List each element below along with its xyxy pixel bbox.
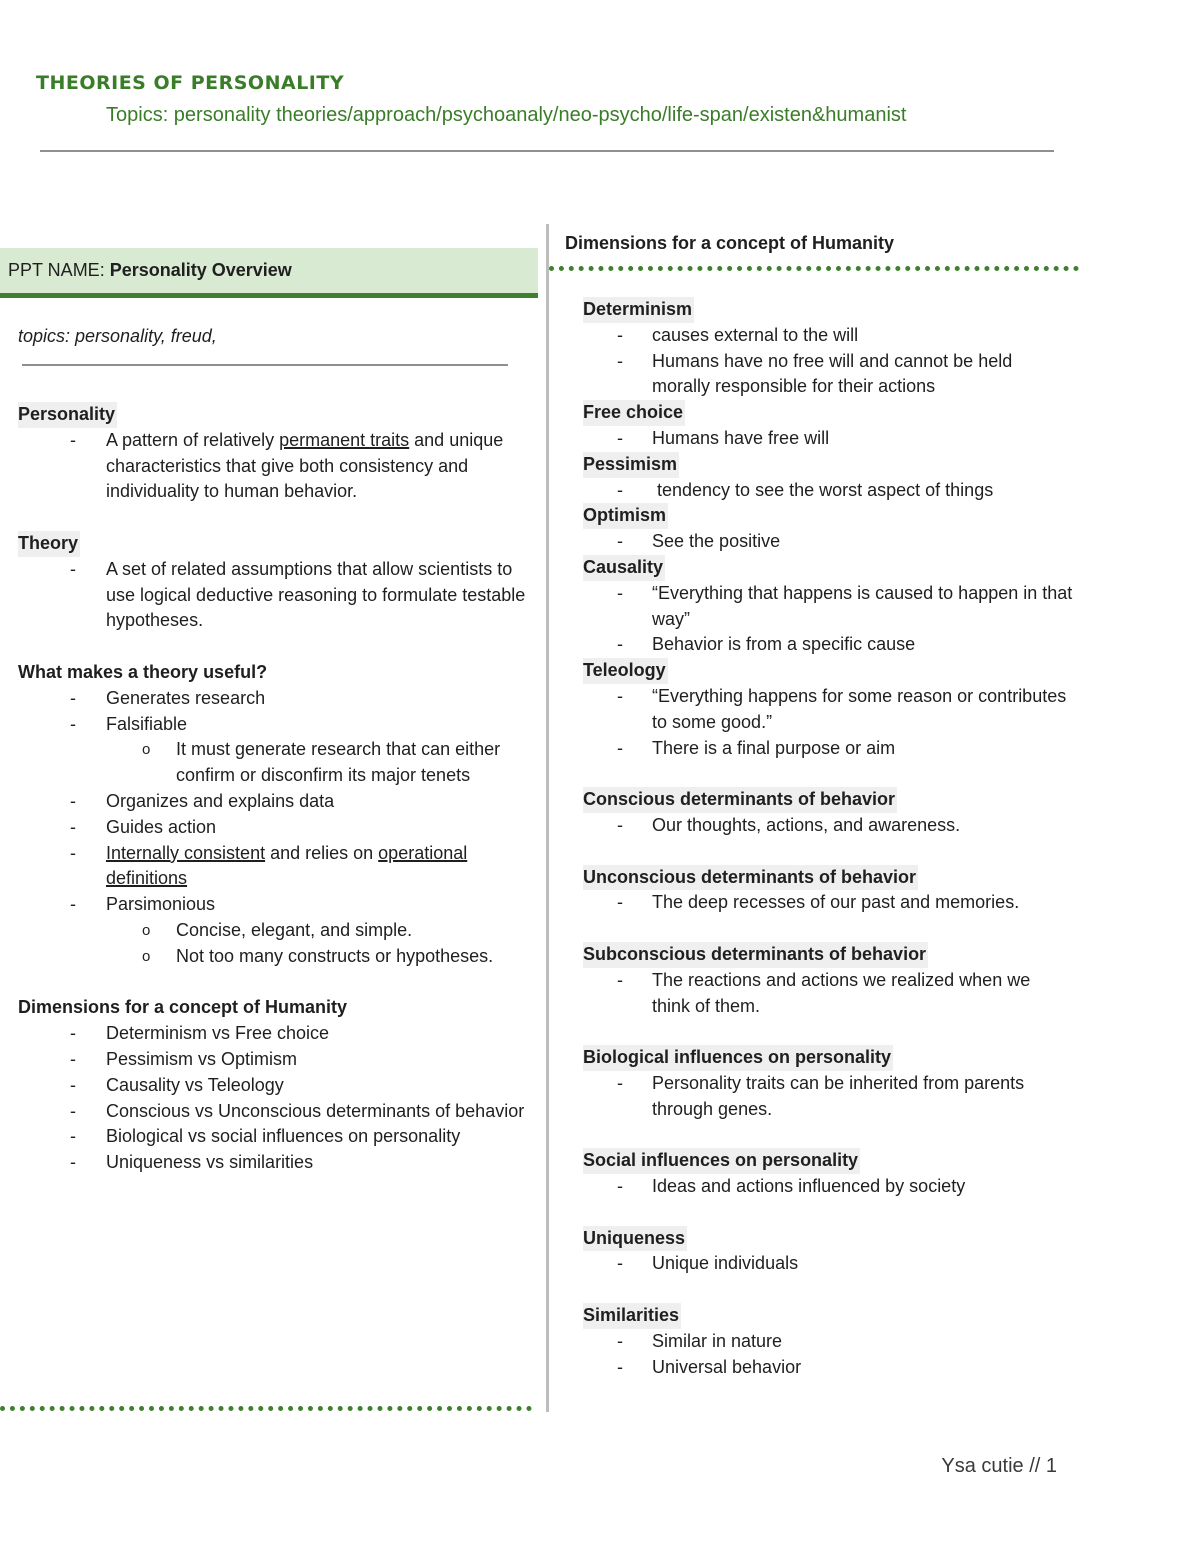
list-item: - Behavior is from a specific cause [583, 632, 1073, 658]
section-heading: Conscious determinants of behavior [583, 787, 897, 813]
sub-list-item: o Concise, elegant, and simple. [106, 918, 528, 944]
sub-list-item: o Not too many constructs or hypotheses. [106, 944, 528, 970]
section-unconscious [583, 865, 1073, 917]
ppt-label: PPT NAME: [8, 260, 105, 280]
list-item: - Internally consistent and relies on operational definitions [18, 841, 528, 893]
list-item: - Uniqueness vs similarities [18, 1150, 528, 1176]
section-dimensions-summary [18, 995, 528, 1176]
section-heading: Biological influences on personality [583, 1045, 893, 1071]
topics-line: topics: personality, freud, [18, 326, 217, 346]
list-item: - Similar in nature [583, 1329, 1073, 1355]
section-social [583, 1148, 1073, 1200]
page-footer: Ysa cutie // 1 [941, 1455, 1057, 1477]
document-title: THEORIES OF PERSONALITY [36, 72, 345, 94]
sub-list-item: o It must generate research that can either confirm or disconfirm its major tenets [106, 737, 528, 789]
list-item: - Generates research [18, 686, 528, 712]
list-item: - Determinism vs Free choice [18, 1021, 528, 1047]
list-item: - “Everything that happens is caused to happen in that way” [583, 581, 1073, 633]
section-teleology [583, 658, 1073, 761]
list-item: - See the positive [583, 529, 1073, 555]
document-subtitle: Topics: personality theories/approach/psychoanaly/neo-psycho/life-span/existen&humanist [106, 104, 907, 126]
list-item: - Humans have free will [583, 426, 1073, 452]
list-item: - Our thoughts, actions, and awareness. [583, 813, 1073, 839]
list-item: - Parsimonious o Concise, elegant, and simple. o Not too many constructs or hypotheses. [18, 892, 528, 969]
list-item: - Organizes and explains data [18, 789, 528, 815]
list-item: - Personality traits can be inherited from parents through genes. [583, 1071, 1073, 1123]
section-heading: Social influences on personality [583, 1148, 860, 1174]
header-divider [40, 150, 1054, 152]
section-biological [583, 1045, 1073, 1122]
section-personality [18, 402, 528, 505]
left-dotted-divider [0, 1406, 532, 1411]
list-item: - tendency to see the worst aspect of things [583, 478, 1073, 504]
right-column [583, 297, 1073, 1380]
list-item: - Biological vs social influences on personality [18, 1124, 528, 1150]
section-heading: Subconscious determinants of behavior [583, 942, 928, 968]
section-similarities [583, 1303, 1073, 1380]
left-column [18, 402, 528, 1176]
list-item: - Universal behavior [583, 1355, 1073, 1381]
topics-divider [22, 364, 508, 366]
list-item: - Falsifiable o It must generate research that can either confirm or disconfirm its major tenets [18, 712, 528, 789]
list-item: - Humans have no free will and cannot be held morally responsible for their actions [583, 349, 1073, 401]
list-item: - causes external to the will [583, 323, 1073, 349]
list-item: - A set of related assumptions that allow scientists to use logical deductive reasoning to formulate testable hypotheses. [18, 557, 528, 634]
section-heading: Unconscious determinants of behavior [583, 865, 918, 891]
section-heading: Free choice [583, 400, 685, 426]
list-item: - Causality vs Teleology [18, 1073, 528, 1099]
section-heading: Dimensions for a concept of Humanity [18, 997, 348, 1018]
list-item: - The deep recesses of our past and memories. [583, 890, 1073, 916]
section-heading: Determinism [583, 297, 694, 323]
section-heading: Teleology [583, 658, 668, 684]
section-theory-useful [18, 660, 528, 970]
list-item: - Conscious vs Unconscious determinants of behavior [18, 1099, 528, 1125]
section-heading: Optimism [583, 503, 668, 529]
section-heading: Similarities [583, 1303, 681, 1329]
right-column-title: Dimensions for a concept of Humanity [565, 233, 895, 253]
ppt-name-box [0, 248, 538, 298]
section-free-choice [583, 400, 1073, 452]
ppt-name: Personality Overview [109, 260, 292, 280]
column-divider [546, 224, 549, 1412]
list-item: - “Everything happens for some reason or contributes to some good.” [583, 684, 1073, 736]
section-causality [583, 555, 1073, 658]
list-item: - Unique individuals [583, 1251, 1073, 1277]
section-heading: Theory [18, 531, 80, 557]
section-heading: What makes a theory useful? [18, 661, 268, 682]
list-item: - The reactions and actions we realized when we think of them. [583, 968, 1073, 1020]
section-heading: Causality [583, 555, 665, 581]
section-heading: Uniqueness [583, 1226, 687, 1252]
list-item: - A pattern of relatively permanent traits and unique characteristics that give both consistency and individuality to human behavior. [18, 428, 528, 505]
section-uniqueness [583, 1226, 1073, 1278]
list-item: - There is a final purpose or aim [583, 736, 1073, 762]
section-optimism [583, 503, 1073, 555]
list-item: - Ideas and actions influenced by society [583, 1174, 1073, 1200]
section-subconscious [583, 942, 1073, 1019]
list-item: - Pessimism vs Optimism [18, 1047, 528, 1073]
section-conscious [583, 787, 1073, 839]
list-item: - Guides action [18, 815, 528, 841]
section-heading: Pessimism [583, 452, 679, 478]
section-theory [18, 531, 528, 634]
right-dotted-divider [549, 266, 1079, 271]
section-determinism [583, 297, 1073, 400]
section-pessimism [583, 452, 1073, 504]
section-heading: Personality [18, 402, 117, 428]
